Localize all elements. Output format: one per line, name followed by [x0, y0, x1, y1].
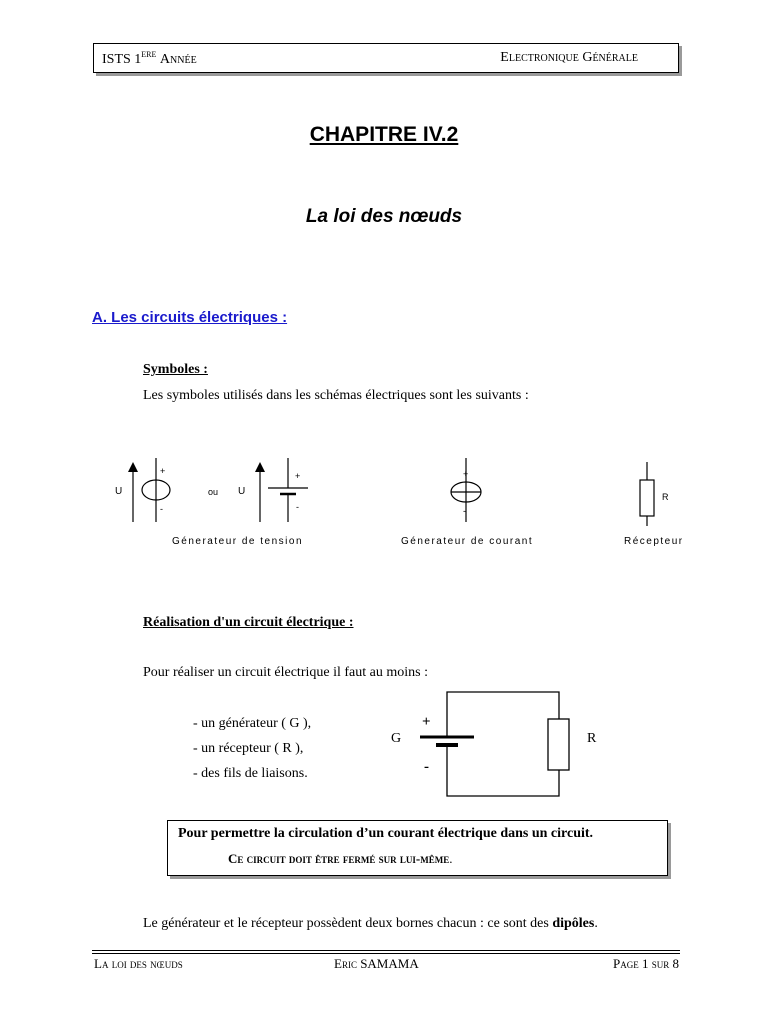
symbols-diagram: [0, 440, 768, 560]
minus-3: -: [463, 506, 466, 516]
plus-2: +: [295, 471, 301, 481]
label-u-2: U: [238, 486, 246, 497]
plus-3: +: [463, 469, 469, 479]
circuit-plus: +: [422, 714, 431, 730]
circuit-label-r: R: [587, 731, 597, 746]
label-ou: ou: [208, 487, 219, 497]
caption-current-generator: Génerateur de courant: [401, 536, 534, 547]
dipoles-text-after: .: [594, 916, 598, 931]
footer-page-number: Page 1 sur 8: [613, 956, 679, 971]
realisation-intro: Pour réaliser un circuit électrique il faut au moins :: [143, 665, 428, 680]
resistor-body: [640, 480, 654, 516]
header-course-prefix: ISTS 1: [102, 52, 142, 67]
dipoles-text-before: Le générateur et le récepteur possèdent deux bornes chacun : ce sont des: [143, 916, 553, 931]
circuit-label-g: G: [391, 731, 402, 746]
caption-voltage-generator: Génerateur de tension: [172, 536, 304, 547]
circuit-diagram: [380, 680, 620, 810]
list-item: - des fils de liaisons.: [193, 766, 308, 781]
note-line-2-text: Ce circuit doit être fermé sur lui-même: [228, 851, 450, 866]
note-box: [167, 820, 668, 876]
circuit-minus: -: [424, 759, 429, 775]
header-course-sup: ERE: [141, 50, 157, 59]
note-line-2: Ce circuit doit être fermé sur lui-même.: [228, 851, 453, 866]
chapter-subtitle: La loi des nœuds: [305, 206, 463, 227]
caption-receiver: Récepteur: [624, 536, 684, 547]
voltage-arrow-head-2: [255, 462, 265, 472]
label-r: R: [662, 492, 669, 502]
footer-chapter: La loi des nœuds: [94, 956, 183, 971]
voltage-arrow-head: [128, 462, 138, 472]
dipoles-bold-word: dipôles: [552, 916, 595, 931]
circuit-resistor: [548, 719, 569, 770]
page-header: [93, 43, 679, 73]
minus-1: -: [160, 504, 163, 514]
chapter-title: CHAPITRE IV.2: [309, 123, 459, 146]
list-item: - un générateur ( G ),: [193, 716, 312, 731]
plus-1: +: [160, 466, 166, 476]
note-line-1: Pour permettre la circulation d’un courant électrique dans un circuit.: [178, 826, 594, 841]
minus-2: -: [296, 502, 299, 512]
dipoles-sentence: [143, 916, 598, 932]
list-item: - un récepteur ( R ),: [193, 741, 304, 756]
header-course: [102, 50, 197, 68]
footer-rule: [92, 950, 680, 951]
header-course-suffix: Année: [159, 52, 197, 67]
footer-rule: [92, 953, 680, 954]
label-u-1: U: [115, 486, 123, 497]
circuit-wire-bottom: [447, 745, 559, 796]
section-heading: A. Les circuits électriques :: [92, 309, 288, 326]
footer-author: Eric SAMAMA: [334, 956, 419, 971]
symbols-heading: Symboles :: [143, 362, 208, 377]
symbols-intro: Les symboles utilisés dans les schémas électriques sont les suivants :: [143, 388, 529, 403]
header-subject: Electronique Générale: [500, 50, 638, 65]
circuit-wire-top: [447, 692, 559, 737]
realisation-heading: Réalisation d'un circuit électrique :: [143, 615, 354, 630]
